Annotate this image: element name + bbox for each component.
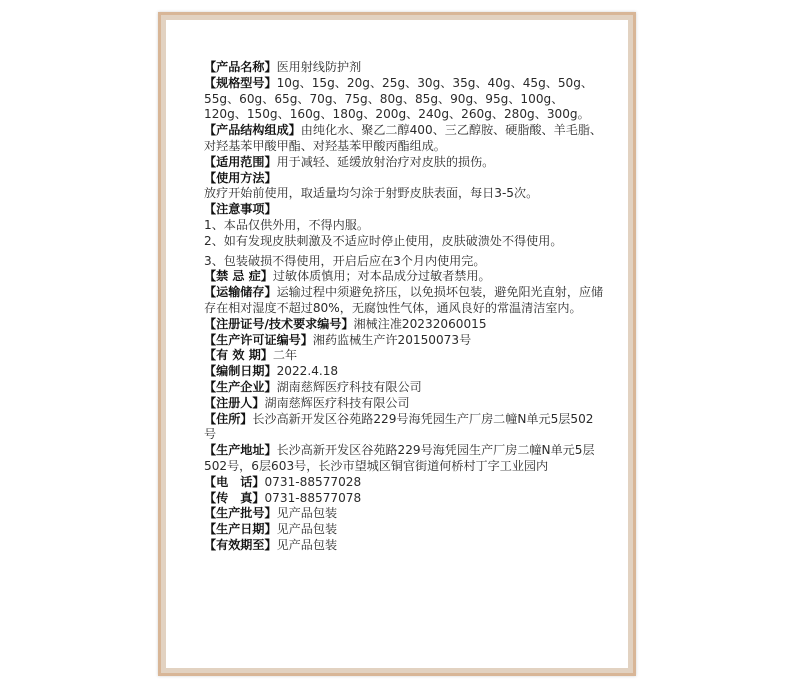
- section-specifications: [204, 76, 604, 123]
- picture-frame: [158, 12, 636, 676]
- section-label: 【生产许可证编号】: [204, 332, 313, 347]
- section-value: 湘药监械生产许20150073号: [312, 332, 472, 347]
- section-label: 【禁 忌 症】: [204, 269, 273, 284]
- section-value: 二年: [272, 348, 298, 363]
- section-manufacturer: [204, 380, 604, 396]
- section-expiry-date: [204, 538, 604, 554]
- section-usage: [204, 171, 604, 187]
- section-registrant: [204, 396, 604, 412]
- section-label: 【生产日期】: [204, 522, 277, 537]
- section-value: 用于减轻、延缓放射治疗对皮肤的损伤。: [276, 154, 495, 169]
- section-residence: [204, 412, 604, 444]
- section-value: 过敏体质慎用；对本品成分过敏者禁用。: [272, 269, 491, 284]
- section-label: 【产品名称】: [204, 60, 277, 74]
- section-label: 【适用范围】: [204, 154, 277, 169]
- section-value: 0731-88577078: [264, 490, 362, 505]
- section-label: 【生产地址】: [204, 443, 277, 458]
- section-value: 见产品包装: [276, 506, 338, 521]
- section-value: 2022.4.18: [276, 364, 339, 379]
- section-value: 见产品包装: [276, 522, 338, 537]
- section-production-date: [204, 522, 604, 538]
- note-item: 1、本品仅供外用，不得内服。: [204, 217, 369, 232]
- section-label: 【产品结构组成】: [204, 123, 301, 138]
- notes-heading: [204, 202, 604, 218]
- section-label: 【编制日期】: [204, 364, 277, 379]
- section-production-address: [204, 443, 604, 475]
- section-label: 【有 效 期】: [204, 348, 273, 363]
- section-value: 医用射线防护剂: [276, 60, 362, 74]
- section-value: 湘械注准20232060015: [353, 316, 487, 331]
- section-label: 【有效期至】: [204, 537, 277, 552]
- section-storage: [204, 285, 604, 317]
- section-value: 长沙高新开发区谷苑路229号海凭园生产厂房二幢N单元5层502号，6层603号，长沙市望城区铜官街道何桥村丁字工业园内: [204, 443, 595, 473]
- section-label: 【生产批号】: [204, 506, 277, 521]
- section-value: 运输过程中须避免挤压，以免损坏包装，避免阳光直射，应储存在相对湿度不超过80%，无腐蚀性气体，通风良好的常温清洁室内。: [204, 285, 604, 315]
- section-label: 【运输储存】: [204, 285, 277, 300]
- section-phone: [204, 475, 604, 491]
- section-license-number: [204, 333, 604, 349]
- section-label: 【传 真】: [204, 490, 265, 505]
- section-label: 【注册证号/技术要求编号】: [204, 316, 354, 331]
- section-label: 【住所】: [204, 411, 253, 426]
- section-batch-number: [204, 506, 604, 522]
- section-label: 【规格型号】: [204, 75, 277, 90]
- usage-text: 放疗开始前使用，取适量均匀涂于射野皮肤表面，每日3-5次。: [204, 186, 539, 201]
- section-label: 【生产企业】: [204, 379, 277, 394]
- section-value: 见产品包装: [276, 537, 338, 552]
- section-label: 【注意事项】: [204, 202, 277, 217]
- section-scope: [204, 155, 604, 171]
- section-composition: [204, 123, 604, 155]
- section-value: 湖南慈辉医疗科技有限公司: [264, 395, 410, 410]
- section-value: 10g、15g、20g、25g、30g、35g、40g、45g、50g、55g、60g、65g、70g、75g、80g、85g、90g、95g、100g、120g、150g、160g、180g、200g、240g、260g、280g、300g。: [204, 75, 594, 122]
- note-item: 3、包装破损不得使用，开启后应在3个月内使用完。: [204, 253, 486, 268]
- section-contraindications: [204, 269, 604, 285]
- section-compile-date: [204, 364, 604, 380]
- section-value: 湖南慈辉医疗科技有限公司: [276, 379, 422, 394]
- section-registration-number: [204, 317, 604, 333]
- section-label: 【注册人】: [204, 395, 265, 410]
- section-value: 长沙高新开发区谷苑路229号海凭园生产厂房二幢N单元5层502号: [204, 411, 594, 442]
- note-item: 2、如有发现皮肤刺激及不适应时停止使用，皮肤破溃处不得使用。: [204, 233, 563, 248]
- product-instructions: [204, 60, 604, 554]
- document-sheet: [161, 15, 633, 673]
- section-product-name: [204, 60, 604, 76]
- section-value: 由纯化水、聚乙二醇400、三乙醇胺、硬脂酸、羊毛脂、对羟基苯甲酸甲酯、对羟基苯甲酸丙酯组成。: [204, 123, 603, 153]
- section-label: 【使用方法】: [204, 170, 277, 185]
- section-fax: [204, 491, 604, 507]
- section-validity: [204, 348, 604, 364]
- section-label: 【电 话】: [204, 474, 265, 489]
- section-value: 0731-88577028: [264, 474, 362, 489]
